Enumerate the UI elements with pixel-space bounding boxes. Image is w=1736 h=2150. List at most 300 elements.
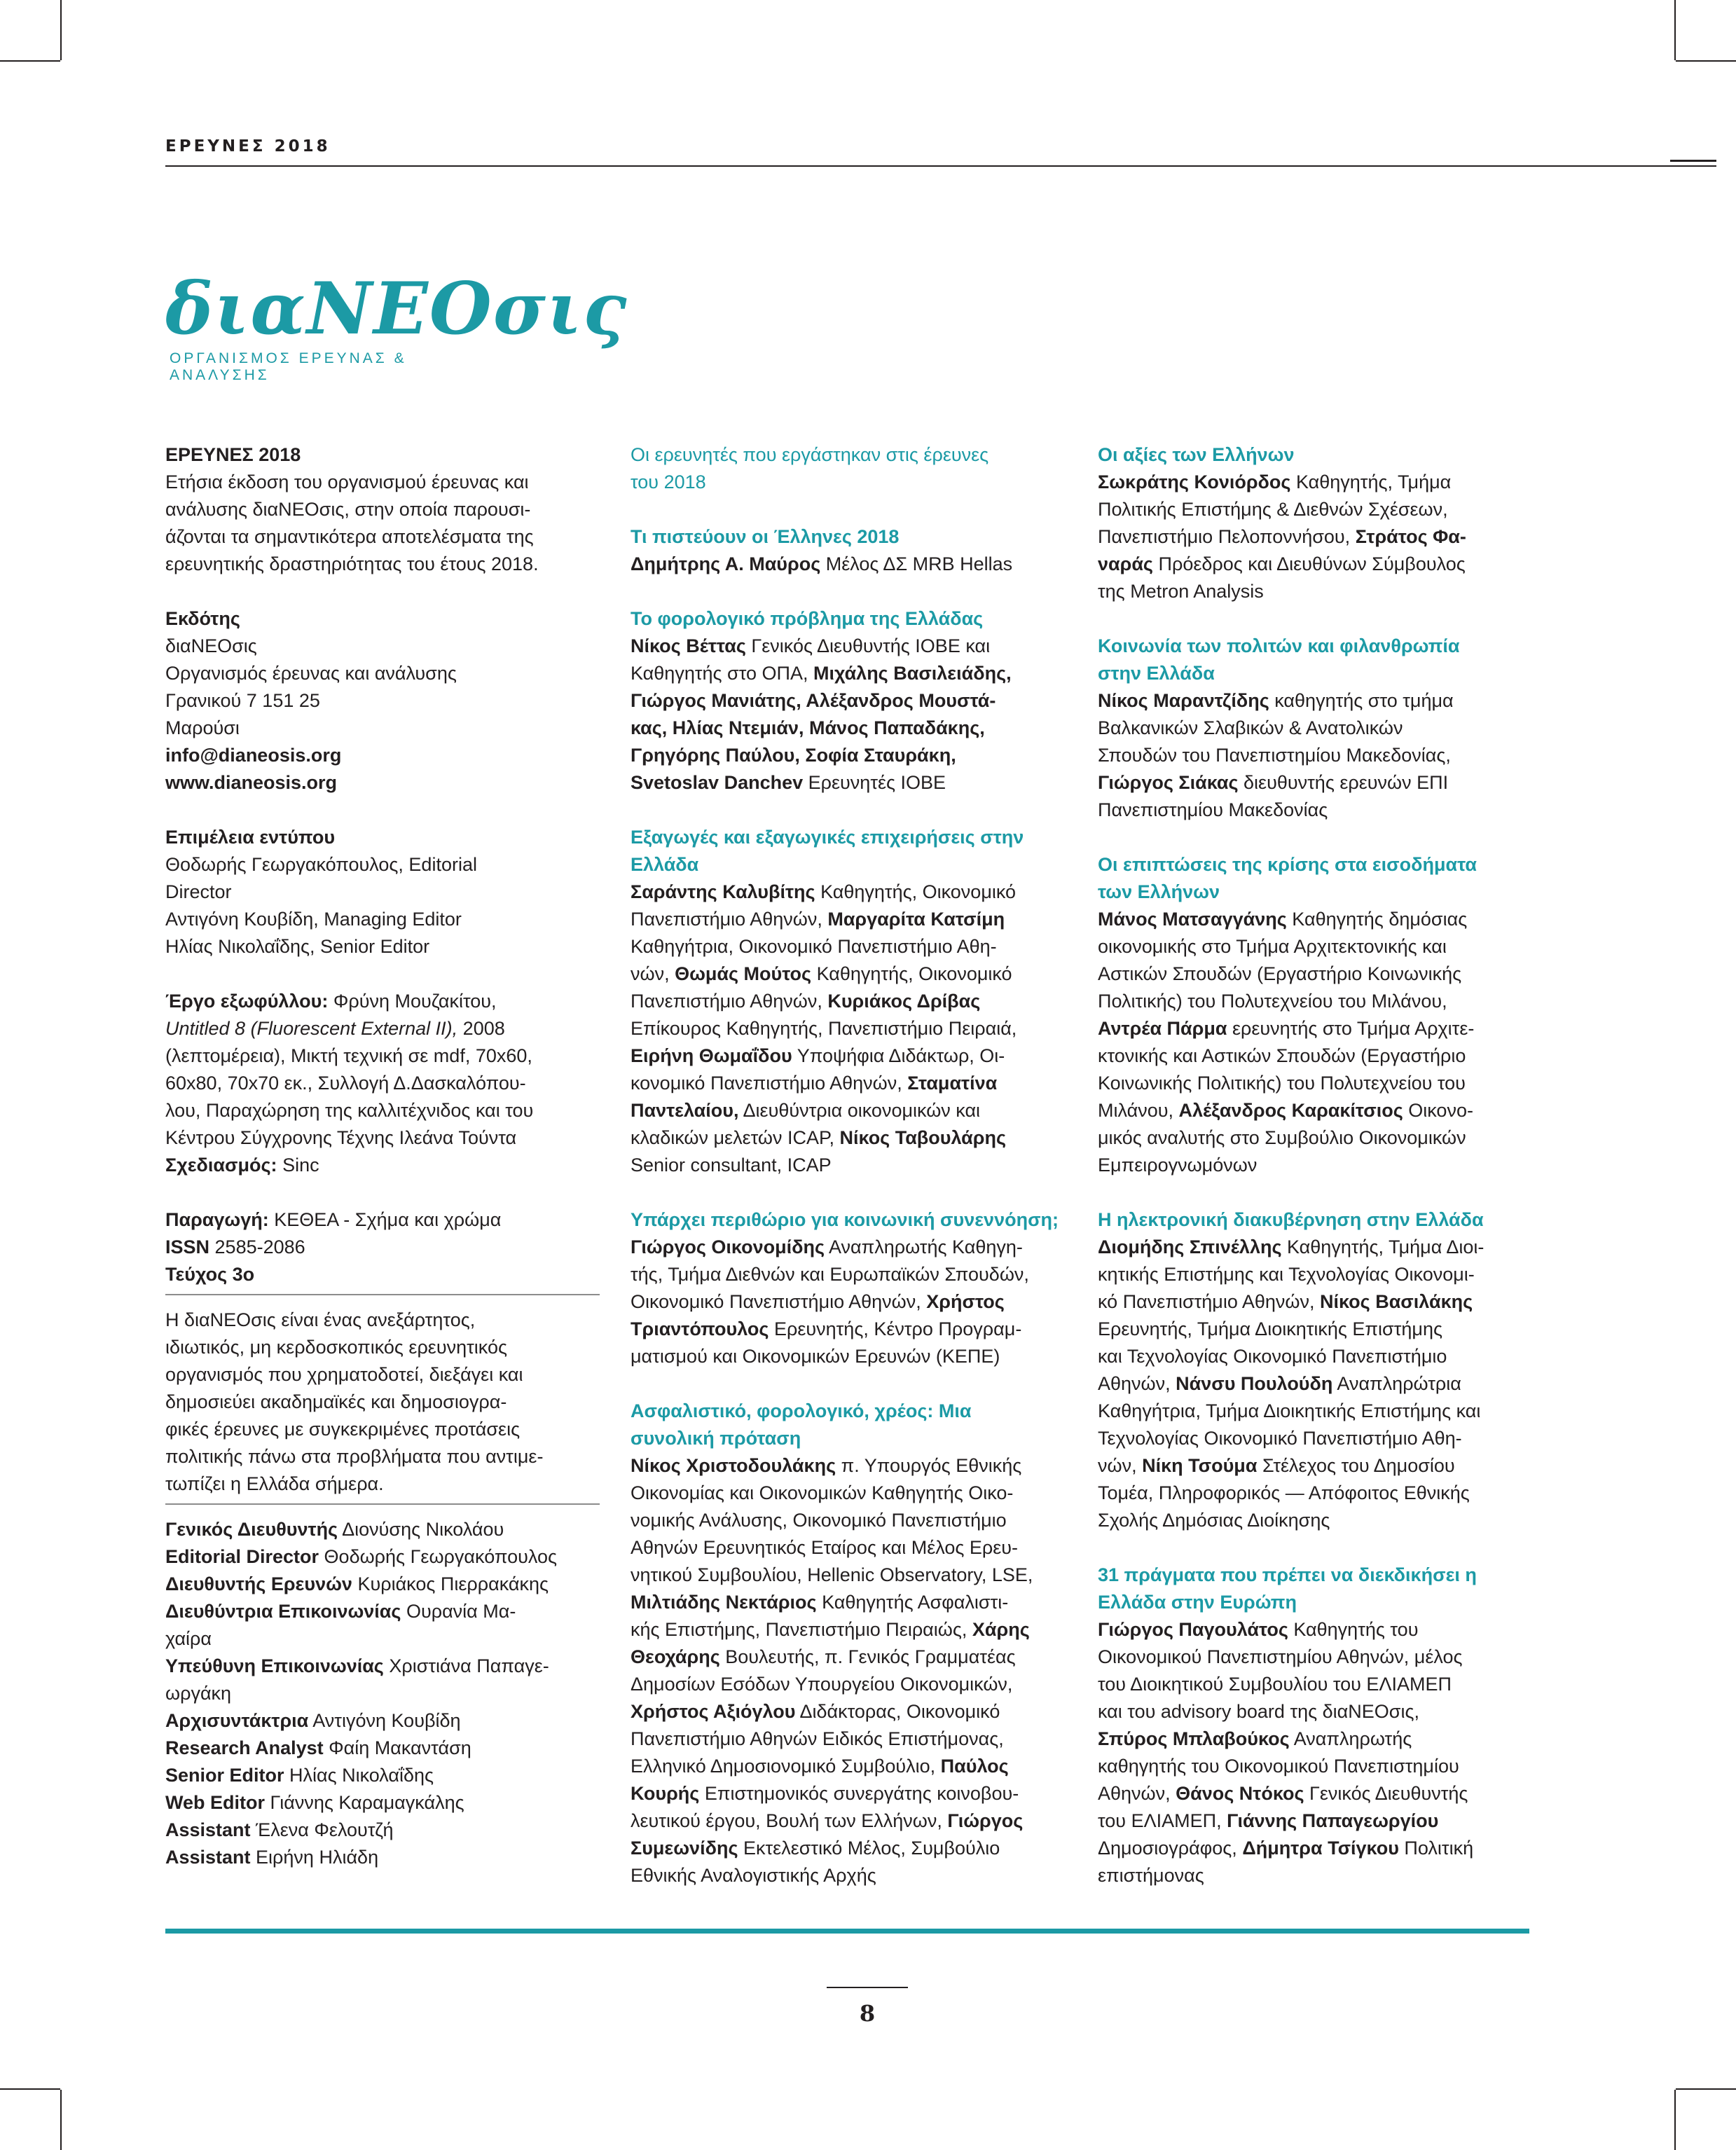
- researcher-name: Παντελαίου,: [631, 1100, 739, 1121]
- researcher-role: του Διοικητικού Συμβουλίου του ΕΛΙΑΜΕΠ: [1098, 1674, 1452, 1695]
- staff-name: Χριστιάνα Παπαγε-: [383, 1655, 549, 1676]
- credit-line: [1098, 715, 1536, 742]
- column-masthead: [165, 441, 600, 1871]
- researcher-name: Νίκος Χριστοδουλάκης: [631, 1455, 836, 1476]
- logo-wordmark: διαΝΕΟσις: [165, 267, 628, 351]
- section-heading: Οι αξίες των Ελλήνων: [1098, 444, 1295, 465]
- staff-row: [165, 1598, 600, 1625]
- editing-line: Αντιγόνη Κουβίδη, Managing Editor: [165, 909, 462, 930]
- researcher-role: Οικονο-: [1403, 1100, 1473, 1121]
- researcher-name: Δήμητρα Τσίγκου: [1242, 1838, 1399, 1859]
- publication-description-line: άζονται τα σημαντικότερα αποτελέσματα της: [165, 526, 534, 547]
- researcher-role: Στέλεχος του Δημοσίου: [1257, 1455, 1455, 1476]
- staff-list: [165, 1516, 600, 1871]
- researcher-name: Διομήδης Σπινέλλης: [1098, 1236, 1282, 1257]
- researcher-name: Σπύρος Μπλαβούκος: [1098, 1728, 1290, 1749]
- researcher-role: Διευθύντρια οικονομικών και: [738, 1100, 981, 1121]
- researcher-role: Ερευνητής, Κέντρο Προγραμ-: [769, 1318, 1022, 1339]
- researcher-role: λευτικού έργου, Βουλή των Ελλήνων,: [631, 1810, 948, 1831]
- researcher-role: καθηγητής στο τμήμα: [1269, 690, 1454, 711]
- issue-number: Τεύχος 3ο: [165, 1264, 255, 1285]
- credit-line: [1098, 469, 1536, 496]
- staff-name: Έλενα Φελουτζή: [250, 1819, 394, 1840]
- researcher-role: Δημοσίων Εσόδων Υπουργείου Οικονομικών,: [631, 1674, 1013, 1695]
- researcher-role: και Τεχνολογίας Οικονομικό Πανεπιστήμιο: [1098, 1346, 1447, 1367]
- crop-mark: [60, 0, 62, 60]
- researcher-name: κας, Ηλίας Ντεμιάν, Μάνος Παπαδάκης,: [631, 717, 985, 738]
- researcher-name: Γιάννης Παπαγεωργίου: [1227, 1810, 1439, 1831]
- section-heading: στην Ελλάδα: [1098, 663, 1215, 684]
- staff-row: [165, 1707, 600, 1735]
- researcher-role: Δημοσιογράφος,: [1098, 1838, 1243, 1859]
- section-heading: Ασφαλιστικό, φορολογικό, χρέος: Μια: [631, 1400, 972, 1421]
- staff-row: [165, 1789, 600, 1817]
- researcher-role: Επίκουρος Καθηγητής, Πανεπιστήμιο Πειραιά,: [631, 1018, 1017, 1039]
- researcher-name: Παύλος: [940, 1756, 1009, 1777]
- credit-line: [631, 1042, 1061, 1070]
- staff-name: Ουρανία Μα-: [401, 1601, 516, 1622]
- credit-line: [1098, 1015, 1536, 1042]
- researcher-role: Αναπληρώτρια: [1332, 1373, 1461, 1394]
- researcher-role: Καθηγητής στο ΟΠΑ,: [631, 663, 814, 684]
- researcher-name: Χάρης: [972, 1619, 1030, 1640]
- credit-line: [631, 1288, 1061, 1316]
- credit-line: [631, 1725, 1061, 1753]
- email-link[interactable]: info@dianeosis.org: [165, 745, 342, 766]
- credit-line: [631, 1343, 1061, 1370]
- researchers-intro: του 2018: [631, 471, 706, 492]
- researcher-name: Σαράντης Καλυβίτης: [631, 881, 815, 902]
- researcher-name: Θεοχάρης: [631, 1646, 720, 1667]
- credit-line: [1098, 1862, 1536, 1889]
- researcher-role: κτονικής και Αστικών Σπουδών (Εργαστήριο: [1098, 1045, 1466, 1066]
- researcher-role: Πανεπιστήμιο Αθηνών,: [631, 991, 828, 1012]
- researcher-name: Μιλτιάδης Νεκτάριος: [631, 1592, 817, 1613]
- researcher-name: Γιώργος Παγουλάτος: [1098, 1619, 1288, 1640]
- staff-row: [165, 1625, 600, 1653]
- staff-row: [165, 1543, 600, 1571]
- credit-line: [1098, 1398, 1536, 1425]
- cover-line: 60x80, 70x70 εκ., Συλλογή Δ.Δασκαλόπου-: [165, 1073, 526, 1094]
- credit-line: [1098, 960, 1536, 988]
- researcher-role: κητικής Επιστήμης και Τεχνολογίας Οικονομι-: [1098, 1264, 1475, 1285]
- about-line: πολιτικής πάνω στα προβλήματα που αντιμε-: [165, 1446, 544, 1467]
- researcher-name: Ειρήνη Θωμαΐδου: [631, 1045, 792, 1066]
- researcher-role: Πρόεδρος και Διευθύνων Σύμβουλος: [1152, 553, 1466, 574]
- section-heading: Το φορολογικό πρόβλημα της Ελλάδας: [631, 608, 984, 629]
- staff-name: Θοδωρής Γεωργακόπουλος: [319, 1546, 557, 1567]
- credit-line: [1098, 1480, 1536, 1507]
- cover-year: 2008: [457, 1018, 505, 1039]
- cover-line: Κέντρου Σύγχρονης Τέχνης Ιλεάνα Τούντα: [165, 1127, 517, 1148]
- editing-line: Director: [165, 881, 232, 902]
- researcher-role: Αθηνών,: [1098, 1783, 1176, 1804]
- credit-line: [1098, 1425, 1536, 1452]
- about-line: Η διαΝΕΟσις είναι ένας ανεξάρτητος,: [165, 1309, 476, 1330]
- researcher-name: Νίκος Ταβουλάρης: [839, 1127, 1007, 1148]
- divider: [165, 1294, 600, 1295]
- credit-line: [631, 1671, 1061, 1698]
- researcher-role: Διδάκτορας, Οικονομικό: [795, 1701, 1000, 1722]
- credit-line: [631, 1807, 1061, 1835]
- staff-row: [165, 1844, 600, 1871]
- researcher-name: Συμεωνίδης: [631, 1838, 738, 1859]
- crop-mark: [1676, 2088, 1736, 2090]
- credit-line: [631, 1261, 1061, 1288]
- credit-line: [631, 1862, 1061, 1889]
- header-rule: [165, 165, 1716, 167]
- staff-name: ωργάκη: [165, 1683, 232, 1704]
- credit-line: [631, 1643, 1061, 1671]
- credit-line: [1098, 578, 1536, 605]
- website-link[interactable]: www.dianeosis.org: [165, 772, 338, 793]
- staff-name: Κυριάκος Πιερρακάκης: [352, 1573, 549, 1594]
- researcher-role: Πανεπιστήμιο Αθηνών Ειδικός Επιστήμονας,: [631, 1728, 1004, 1749]
- credit-line: [1098, 1042, 1536, 1070]
- dianeosis-logo: [165, 267, 628, 385]
- researcher-role: Πολιτική: [1398, 1838, 1474, 1859]
- divider: [165, 1503, 600, 1505]
- staff-row: [165, 1817, 600, 1844]
- credit-line: [1098, 742, 1536, 769]
- staff-role: Assistant: [165, 1847, 251, 1868]
- section-heading: Ελλάδα: [631, 854, 699, 875]
- staff-name: Γιάννης Καραμαγκάλης: [265, 1792, 464, 1813]
- credit-line: [631, 988, 1061, 1015]
- researcher-role: του ΕΛΙΑΜΕΠ,: [1098, 1810, 1227, 1831]
- researcher-role: Πολιτικής Επιστήμης & Διεθνών Σχέσεων,: [1098, 499, 1448, 520]
- credit-line: [1098, 1234, 1536, 1261]
- staff-role: Γενικός Διευθυντής: [165, 1519, 338, 1540]
- publisher-line: Οργανισμός έρευνας και ανάλυσης: [165, 663, 457, 684]
- researcher-role: μικός αναλυτής στο Συμβούλιο Οικονομικών: [1098, 1127, 1466, 1148]
- credit-line: [631, 1015, 1061, 1042]
- researcher-role: της Metron Analysis: [1098, 581, 1264, 602]
- credit-line: [1098, 1616, 1536, 1643]
- credit-line: [1098, 1725, 1536, 1753]
- issn-value: 2585-2086: [209, 1236, 305, 1257]
- researcher-role: και του advisory board της διαΝΕΟσις,: [1098, 1701, 1419, 1722]
- researcher-role: Εθνικής Αναλογιστικής Αρχής: [631, 1865, 876, 1886]
- staff-role: Senior Editor: [165, 1765, 284, 1786]
- researcher-role: Ελληνικό Δημοσιονομικό Συμβούλιο,: [631, 1756, 941, 1777]
- researcher-role: επιστήμονας: [1098, 1865, 1204, 1886]
- researcher-role: κής Επιστήμης, Πανεπιστήμιο Πειραιώς,: [631, 1619, 972, 1640]
- researcher-name: Νίκος Βασιλάκης: [1320, 1291, 1473, 1312]
- researcher-name: Μιχάλης Βασιλειάδης,: [813, 663, 1012, 684]
- researcher-role: Σχολής Δημόσιας Διοίκησης: [1098, 1510, 1330, 1531]
- research-sections: [1098, 441, 1536, 1889]
- design-label: Σχεδιασμός:: [165, 1155, 277, 1176]
- researcher-role: Καθηγητής του: [1288, 1619, 1419, 1640]
- credit-line: [1098, 523, 1536, 551]
- researcher-name: Δημήτρης Α. Μαύρος: [631, 553, 821, 574]
- credit-line: [631, 1480, 1061, 1507]
- researcher-name: Γιώργος Μανιάτης, Αλέξανδρος Μουστά-: [631, 690, 996, 711]
- design-credit: [165, 1152, 600, 1179]
- credit-line: [1098, 1070, 1536, 1097]
- researcher-name: Γιώργος Οικονομίδης: [631, 1236, 825, 1257]
- publisher-line: Γρανικού 7 151 25: [165, 690, 320, 711]
- credit-line: [631, 1507, 1061, 1534]
- researcher-role: Καθηγητής, Οικονομικό: [811, 963, 1012, 984]
- publication-description-line: ανάλυσης διαΝΕΟσις, στην οποία παρουσι-: [165, 499, 531, 520]
- staff-row: [165, 1735, 600, 1762]
- credit-line: [631, 1234, 1061, 1261]
- running-header: ΕΡΕΥΝΕΣ 2018: [165, 137, 331, 156]
- researcher-role: Αναπληρωτής Καθηγη-: [825, 1236, 1023, 1257]
- researcher-role: καθηγητής του Οικονομικού Πανεπιστημίου: [1098, 1756, 1459, 1777]
- researcher-role: νών,: [1098, 1455, 1143, 1476]
- cover-work: Untitled 8 (Fluorescent External II),: [165, 1018, 458, 1039]
- credit-line: [631, 1097, 1061, 1124]
- about-line: τωπίζει η Ελλάδα σήμερα.: [165, 1473, 384, 1494]
- section-heading: Τι πιστεύουν οι Έλληνες 2018: [631, 526, 900, 547]
- staff-row: [165, 1680, 600, 1707]
- researcher-role: Καθηγήτρια, Τμήμα Διοικητικής Επιστήμης και: [1098, 1400, 1481, 1421]
- credit-line: [631, 878, 1061, 906]
- credit-line: [631, 742, 1061, 769]
- credit-line: [1098, 1097, 1536, 1124]
- section-heading: Υπάρχει περιθώριο για κοινωνική συνεννόηση;: [631, 1209, 1059, 1230]
- researcher-role: Ερευνητής, Τμήμα Διοικητικής Επιστήμης: [1098, 1318, 1442, 1339]
- credit-line: [631, 551, 1061, 578]
- credit-line: [1098, 1753, 1536, 1780]
- credit-line: [631, 1835, 1061, 1862]
- staff-name: Διονύσης Νικολάου: [338, 1519, 504, 1540]
- credit-line: [1098, 988, 1536, 1015]
- researcher-name: Γιώργος: [947, 1810, 1024, 1831]
- credit-line: [631, 1616, 1061, 1643]
- researcher-role: π. Υπουργός Εθνικής: [836, 1455, 1022, 1476]
- about-line: οργανισμός που χρηματοδοτεί, διεξάγει και: [165, 1364, 523, 1385]
- editing-line: Ηλίας Νικολαΐδης, Senior Editor: [165, 936, 430, 957]
- credit-line: [1098, 1507, 1536, 1534]
- researcher-name: Τριαντόπουλος: [631, 1318, 769, 1339]
- researcher-role: Senior consultant, ICAP: [631, 1155, 832, 1176]
- credit-line: [631, 687, 1061, 715]
- issn-label: ISSN: [165, 1236, 210, 1257]
- cover-artist: Φρύνη Μουζακίτου,: [328, 991, 497, 1012]
- staff-role: Web Editor: [165, 1792, 266, 1813]
- researcher-name: Μάνος Ματσαγγάνης: [1098, 909, 1287, 930]
- credit-line: [631, 1753, 1061, 1780]
- section-heading: Κοινωνία των πολιτών και φιλανθρωπία: [1098, 635, 1460, 656]
- design-value: Sinc: [277, 1155, 319, 1176]
- credit-line: [631, 1316, 1061, 1343]
- staff-name: Αντιγόνη Κουβίδη: [308, 1710, 461, 1731]
- credit-line: [1098, 496, 1536, 523]
- credit-line: [1098, 1316, 1536, 1343]
- section-heading: Εξαγωγές και εξαγωγικές επιχειρήσεις στην: [631, 827, 1024, 848]
- publisher-line: Μαρούσι: [165, 717, 240, 738]
- page-number: 8: [859, 2000, 876, 2027]
- issn: [165, 1234, 600, 1261]
- crop-mark: [1676, 60, 1736, 62]
- researcher-role: ματισμού και Οικονομικών Ερευνών (ΚΕΠΕ): [631, 1346, 1000, 1367]
- publication-description-line: Ετήσια έκδοση του οργανισμού έρευνας και: [165, 471, 529, 492]
- credit-line: [1098, 1452, 1536, 1480]
- staff-name: χαίρα: [165, 1628, 212, 1649]
- researcher-name: Μαργαρίτα Κατσίμη: [827, 909, 1005, 930]
- column-researchers-a: [631, 441, 1061, 1889]
- researcher-role: νομικής Ανάλυσης, Οικονομικό Πανεπιστήμιο: [631, 1510, 1007, 1531]
- researcher-role: Επιστημονικός συνεργάτης κοινοβου-: [699, 1783, 1019, 1804]
- researcher-name: Svetoslav Danchev: [631, 772, 804, 793]
- crop-mark: [0, 60, 60, 62]
- staff-name: Ειρήνη Ηλιάδη: [250, 1847, 379, 1868]
- publisher-label: Εκδότης: [165, 608, 240, 629]
- credit-line: [631, 633, 1061, 660]
- column-researchers-b: [1098, 441, 1536, 1889]
- production-credit: [165, 1206, 600, 1234]
- researcher-name: Θωμάς Μούτος: [675, 963, 812, 984]
- researcher-role: νητικού Συμβουλίου, Hellenic Observatory, LSE,: [631, 1564, 1033, 1585]
- staff-role: Υπεύθυνη Επικοινωνίας: [165, 1655, 384, 1676]
- researcher-role: Πολιτικής) του Πολυτεχνείου του Μιλάνου,: [1098, 991, 1447, 1012]
- researcher-name: Θάνος Ντόκος: [1176, 1783, 1304, 1804]
- credit-line: [631, 1152, 1061, 1179]
- credit-line: [1098, 1370, 1536, 1398]
- staff-name: Ηλίας Νικολαΐδης: [284, 1765, 434, 1786]
- credit-line: [631, 1589, 1061, 1616]
- logo-tagline: ΟΡΓΑΝΙΣΜΟΣ ΕΡΕΥΝΑΣ & ΑΝΑΛΥΣΗΣ: [170, 350, 407, 383]
- researcher-name: Σταματίνα: [907, 1073, 998, 1094]
- credit-line: [1098, 687, 1536, 715]
- credit-line: [1098, 1343, 1536, 1370]
- header-tick: [1670, 160, 1716, 162]
- credit-line: [631, 1562, 1061, 1589]
- staff-row: [165, 1516, 600, 1543]
- section-heading: Οι επιπτώσεις της κρίσης στα εισοδήματα: [1098, 854, 1477, 875]
- credit-line: [1098, 1261, 1536, 1288]
- credit-line: [631, 1452, 1061, 1480]
- production-label: Παραγωγή:: [165, 1209, 269, 1230]
- researcher-role: Γενικός Διευθυντής: [1304, 1783, 1468, 1804]
- section-heading: Ελλάδα στην Ευρώπη: [1098, 1592, 1297, 1613]
- production-value: ΚΕΘΕΑ - Σχήμα και χρώμα: [268, 1209, 502, 1230]
- cover-line: (λεπτομέρεια), Μικτή τεχνική σε mdf, 70x60,: [165, 1045, 532, 1066]
- crop-mark: [0, 2088, 60, 2090]
- researcher-role: Τομέα, Πληροφορικός — Απόφοιτος Εθνικής: [1098, 1482, 1470, 1503]
- researcher-role: Ερευνητές ΙΟΒΕ: [803, 772, 946, 793]
- researcher-role: κλαδικών μελετών ICAP,: [631, 1127, 840, 1148]
- researcher-role: Πανεπιστήμιο Αθηνών,: [631, 909, 828, 930]
- researcher-name: Χρήστος: [926, 1291, 1005, 1312]
- research-sections: [631, 496, 1061, 1889]
- researcher-name: Γρηγόρης Παύλου, Σοφία Σταυράκη,: [631, 745, 956, 766]
- credit-line: [1098, 797, 1536, 824]
- researcher-role: ερευνητής στο Τμήμα Αρχιτε-: [1227, 1018, 1475, 1039]
- cover-work-line: [165, 1015, 600, 1042]
- researcher-role: κό Πανεπιστήμιο Αθηνών,: [1098, 1291, 1321, 1312]
- researcher-role: Γενικός Διευθυντής ΙΟΒΕ και: [745, 635, 991, 656]
- section-heading: συνολική πρόταση: [631, 1428, 801, 1449]
- researcher-name: Κουρής: [631, 1783, 700, 1804]
- researcher-role: διευθυντής ερευνών ΕΠΙ: [1238, 772, 1449, 793]
- section-heading: Η ηλεκτρονική διακυβέρνηση στην Ελλάδα: [1098, 1209, 1484, 1230]
- researcher-role: Βαλκανικών Σλαβικών & Ανατολικών: [1098, 717, 1403, 738]
- researcher-role: οικονομικής στο Τμήμα Αρχιτεκτονικής και: [1098, 936, 1447, 957]
- credit-line: [1098, 1780, 1536, 1807]
- credit-line: [1098, 1152, 1536, 1179]
- credit-line: [631, 715, 1061, 742]
- publisher-line: διαΝΕΟσις: [165, 635, 257, 656]
- researcher-role: Οικονομικού Πανεπιστημίου Αθηνών, μέλος: [1098, 1646, 1463, 1667]
- credit-line: [631, 1534, 1061, 1562]
- researcher-role: Πανεπιστήμιο Πελοποννήσου,: [1098, 526, 1356, 547]
- page-number-rule: [827, 1987, 908, 1988]
- credit-line: [631, 933, 1061, 960]
- researcher-role: νών,: [631, 963, 675, 984]
- credit-line: [1098, 1288, 1536, 1316]
- staff-row: [165, 1571, 600, 1598]
- about-line: φικές έρευνες με συγκεκριμένες προτάσεις: [165, 1419, 521, 1440]
- credit-line: [1098, 769, 1536, 797]
- staff-role: Editorial Director: [165, 1546, 319, 1567]
- researcher-name: Κυριάκος Δρίβας: [827, 991, 981, 1012]
- researcher-role: Καθηγητής Ασφαλιστι-: [816, 1592, 1009, 1613]
- credit-line: [1098, 551, 1536, 578]
- about-line: ιδιωτικός, μη κερδοσκοπικός ερευνητικός: [165, 1337, 507, 1358]
- credit-line: [631, 1780, 1061, 1807]
- staff-role: Assistant: [165, 1819, 251, 1840]
- credit-line: [1098, 1124, 1536, 1152]
- cover-label: Έργο εξωφύλλου:: [165, 991, 329, 1012]
- credit-line: [1098, 906, 1536, 933]
- credit-line: [1098, 933, 1536, 960]
- researcher-name: Σωκράτης Κονιόρδος: [1098, 471, 1291, 492]
- researcher-role: Πανεπιστημίου Μακεδονίας: [1098, 799, 1328, 820]
- staff-role: Αρχισυντάκτρια: [165, 1710, 309, 1731]
- researcher-role: Καθηγητής, Τμήμα: [1290, 471, 1452, 492]
- staff-role: Research Analyst: [165, 1737, 324, 1758]
- credit-line: [631, 1124, 1061, 1152]
- researcher-role: Αστικών Σπουδών (Εργαστήριο Κοινωνικής: [1098, 963, 1462, 984]
- crop-mark: [60, 2090, 62, 2150]
- researcher-role: Κοινωνικής Πολιτικής) του Πολυτεχνείου του: [1098, 1073, 1466, 1094]
- researcher-role: Καθηγητής δημόσιας: [1286, 909, 1468, 930]
- researcher-name: Χρήστος Αξιόγλου: [631, 1701, 796, 1722]
- publication-description-line: ερευνητικής δραστηριότητας του έτους 2018.: [165, 553, 539, 574]
- researcher-role: Καθηγήτρια, Οικονομικό Πανεπιστήμιο Αθη-: [631, 936, 997, 957]
- credit-line: [631, 660, 1061, 687]
- staff-name: Φαίη Μακαντάση: [323, 1737, 471, 1758]
- researcher-role: Αθηνών,: [1098, 1373, 1176, 1394]
- researcher-name: Νίκος Βέττας: [631, 635, 746, 656]
- staff-role: Διευθυντής Ερευνών: [165, 1573, 352, 1594]
- researcher-name: ναράς: [1098, 553, 1153, 574]
- section-heading: 31 πράγματα που πρέπει να διεκδικήσει η: [1098, 1564, 1477, 1585]
- researcher-role: Αθηνών Ερευνητικός Εταίρος και Μέλος Ερευ-: [631, 1537, 1019, 1558]
- researcher-role: Μέλος ΔΣ MRB Hellas: [820, 553, 1013, 574]
- researcher-role: Μιλάνου,: [1098, 1100, 1179, 1121]
- researcher-role: Βουλευτής, π. Γενικός Γραμματέας: [719, 1646, 1016, 1667]
- researchers-intro: Οι ερευνητές που εργάστηκαν στις έρευνες: [631, 444, 989, 465]
- researcher-role: τής, Τμήμα Διεθνών και Ευρωπαϊκών Σπουδών,: [631, 1264, 1029, 1285]
- researcher-role: Οικονομικό Πανεπιστήμιο Αθηνών,: [631, 1291, 927, 1312]
- credit-line: [631, 906, 1061, 933]
- staff-row: [165, 1762, 600, 1789]
- cover-credit: [165, 988, 600, 1015]
- researcher-role: Εμπειρογνωμόνων: [1098, 1155, 1258, 1176]
- researcher-name: Αντρέα Πάρμα: [1098, 1018, 1227, 1039]
- section-heading: των Ελλήνων: [1098, 881, 1220, 902]
- researcher-role: Καθηγητής, Οικονομικό: [815, 881, 1017, 902]
- crop-mark: [1674, 0, 1676, 60]
- researcher-name: Νάνσυ Πουλούδη: [1176, 1373, 1333, 1394]
- researcher-role: Σπουδών του Πανεπιστημίου Μακεδονίας,: [1098, 745, 1451, 766]
